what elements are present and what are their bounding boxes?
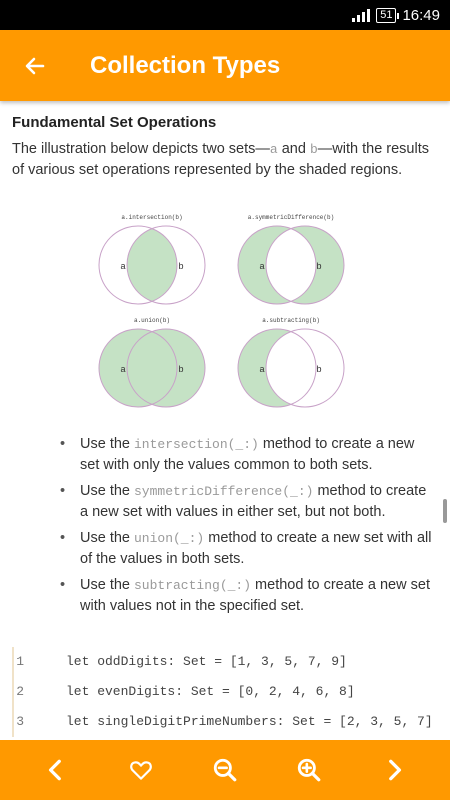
inline-code: symmetricDifference(_:) xyxy=(134,484,314,499)
scrollbar-thumb[interactable] xyxy=(443,499,447,523)
bullet-text: method to create a new set with values not in the specified set. xyxy=(80,577,430,614)
battery-icon: 51 xyxy=(376,8,396,23)
inline-code: union(_:) xyxy=(134,531,205,546)
heart-icon xyxy=(128,757,154,783)
bullet-dot: • xyxy=(60,483,66,499)
intro-text: —with the results of various set operations represented by the shaded regions. xyxy=(12,141,429,178)
set-b-label: b xyxy=(316,261,322,271)
set-a-label: a xyxy=(259,261,265,271)
code-line xyxy=(14,647,442,677)
inline-code: intersection(_:) xyxy=(134,437,259,452)
bullet-text: method to create a new set with values in either set, but not both. xyxy=(80,483,427,520)
zoom-out-icon xyxy=(212,757,238,783)
code-text: let oddDigits: Set = [1, 3, 5, 7, 9] xyxy=(66,654,347,669)
list-item xyxy=(60,575,435,617)
clock: 16:49 xyxy=(402,6,440,24)
arrow-left-icon xyxy=(23,54,47,78)
list-item xyxy=(60,528,435,570)
venn-symmetric-difference xyxy=(238,214,344,304)
venn-caption: a.subtracting(b) xyxy=(262,317,320,324)
venn-diagrams xyxy=(90,209,360,459)
page-title: Collection Types xyxy=(90,51,281,79)
favorite-button[interactable] xyxy=(116,745,166,795)
venn-subtracting xyxy=(238,317,344,407)
previous-button[interactable] xyxy=(31,745,81,795)
venn-intersection xyxy=(99,214,205,304)
code-text: let evenDigits: Set = [0, 2, 4, 6, 8] xyxy=(66,684,355,699)
bullet-dot: • xyxy=(60,577,66,593)
set-a-label: a xyxy=(120,261,126,271)
set-b-label: b xyxy=(178,261,184,271)
chevron-left-icon xyxy=(43,757,69,783)
set-a-label: a xyxy=(259,364,265,374)
venn-caption: a.union(b) xyxy=(133,317,171,324)
bullet-list xyxy=(60,434,435,622)
set-b-label: b xyxy=(316,364,322,374)
bullet-dot: • xyxy=(60,436,66,452)
app-bar xyxy=(0,30,450,101)
bullet-text: Use the xyxy=(80,483,134,499)
code-line xyxy=(14,677,442,707)
intro-text: and xyxy=(277,141,310,157)
set-b-label: b xyxy=(178,364,184,374)
inline-code: subtracting(_:) xyxy=(134,578,252,593)
bullet-dot: • xyxy=(60,530,66,546)
set-a-label: a xyxy=(120,364,126,374)
list-item xyxy=(60,434,435,476)
content-area[interactable] xyxy=(0,101,450,740)
intro-text: The illustration below depicts two sets— xyxy=(12,141,270,157)
line-number: 2 xyxy=(16,684,24,699)
line-number: 3 xyxy=(16,714,24,729)
line-number: 1 xyxy=(16,654,24,669)
code-line xyxy=(14,707,442,737)
venn-union xyxy=(99,317,205,407)
bullet-text: Use the xyxy=(80,577,134,593)
code-text: let singleDigitPrimeNumbers: Set = [2, 3, 5, 7] xyxy=(66,714,433,729)
zoom-in-button[interactable] xyxy=(284,745,334,795)
bullet-text: Use the xyxy=(80,436,134,452)
bottom-toolbar xyxy=(0,740,450,800)
chevron-right-icon xyxy=(381,757,407,783)
intro-paragraph xyxy=(12,139,437,181)
venn-caption: a.intersection(b) xyxy=(121,214,183,221)
back-button[interactable] xyxy=(0,30,70,101)
bullet-text: Use the xyxy=(80,530,134,546)
next-button[interactable] xyxy=(369,745,419,795)
bullet-text: method to create a new set with only the values common to both sets. xyxy=(80,436,415,473)
inline-code-a: a xyxy=(269,142,278,157)
section-heading: Fundamental Set Operations xyxy=(12,114,217,131)
zoom-in-icon xyxy=(296,757,322,783)
venn-caption: a.symmetricDifference(b) xyxy=(247,214,335,221)
inline-code-b: b xyxy=(309,142,318,157)
bullet-text: method to create a new set with all of the values in both sets. xyxy=(80,530,432,567)
zoom-out-button[interactable] xyxy=(200,745,250,795)
signal-icon xyxy=(352,8,370,22)
status-bar xyxy=(0,0,450,30)
code-block xyxy=(12,647,442,737)
list-item xyxy=(60,481,435,523)
